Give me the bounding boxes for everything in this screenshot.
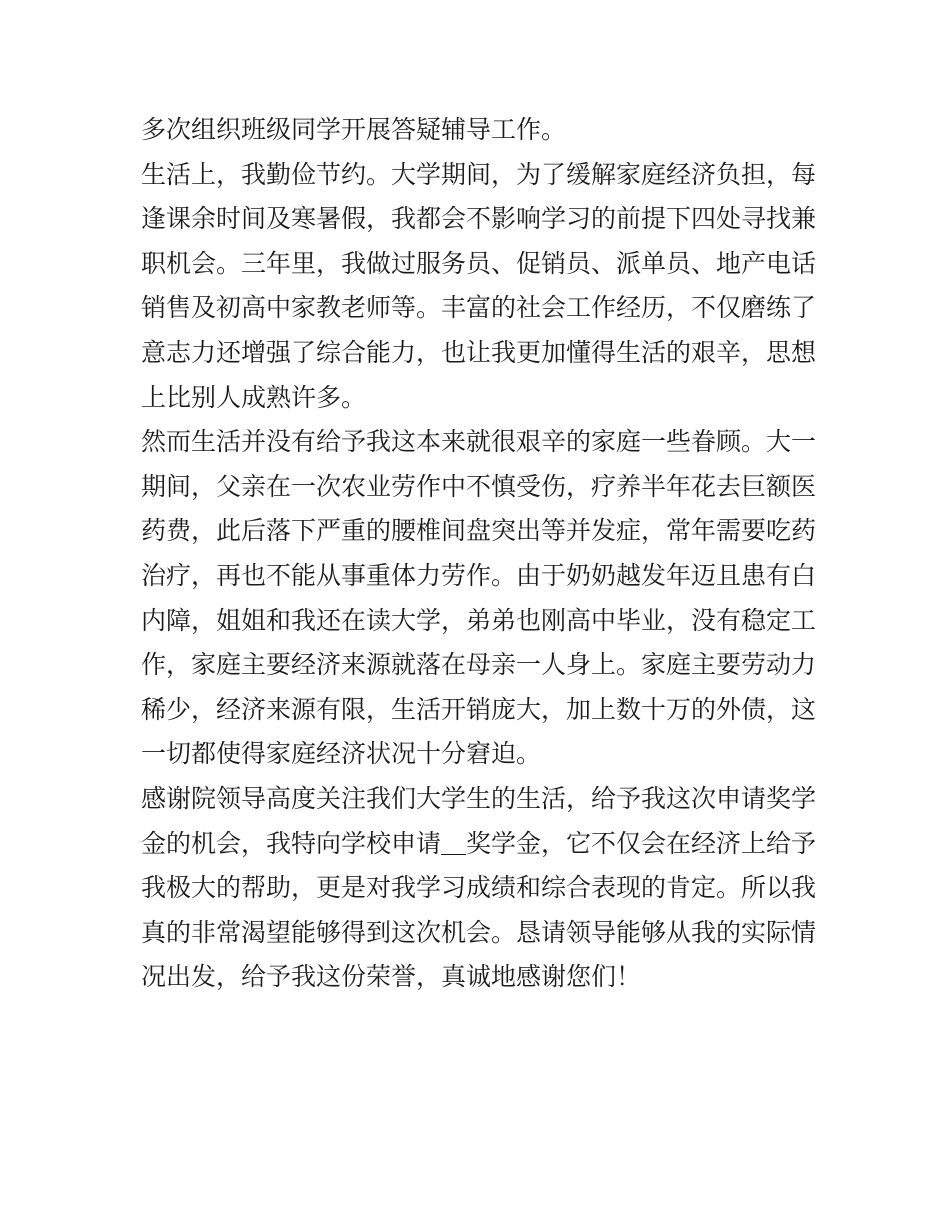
text-line: 治疗，再也不能从事重体力劳作。由于奶奶越发年迈且患有白 — [141, 560, 817, 590]
text-line: 感谢院领导高度关注我们大学生的生活，给予我这次申请奖学 — [141, 783, 817, 813]
text-line: 生活上，我勤俭节约。大学期间，为了缓解家庭经济负担，每 — [141, 159, 817, 189]
text-line: 职机会。三年里，我做过服务员、促销员、派单员、地产电话 — [141, 248, 817, 278]
paragraph-3 — [141, 420, 817, 777]
text-line: 金的机会，我特向学校申请＿奖学金，它不仅会在经济上给予 — [141, 828, 817, 858]
text-line: 意志力还增强了综合能力，也让我更加懂得生活的艰辛，思想 — [141, 337, 817, 367]
paragraph-2 — [141, 153, 817, 421]
text-line: 作，家庭主要经济来源就落在母亲一人身上。家庭主要劳动力 — [141, 650, 817, 680]
text-line: 我极大的帮助，更是对我学习成绩和综合表现的肯定。所以我 — [141, 873, 817, 903]
text-line: 稀少，经济来源有限，生活开销庞大，加上数十万的外债，这 — [141, 694, 817, 724]
text-line: 上比别人成熟许多。 — [141, 382, 367, 412]
text-line: 一切都使得家庭经济状况十分窘迫。 — [141, 739, 542, 769]
text-line: 多次组织班级同学开展答疑辅导工作。 — [141, 115, 567, 144]
text-line: 逢课余时间及寒暑假，我都会不影响学习的前提下四处寻找兼 — [141, 204, 817, 234]
text-line: 内障，姐姐和我还在读大学，弟弟也刚高中毕业，没有稳定工 — [141, 605, 817, 635]
text-line: 期间，父亲在一次农业劳作中不慎受伤，疗养半年花去巨额医 — [141, 471, 817, 501]
text-line: 真的非常渴望能够得到这次机会。恳请领导能够从我的实际情 — [141, 917, 817, 947]
text-line: 药费，此后落下严重的腰椎间盘突出等并发症，常年需要吃药 — [141, 516, 817, 546]
document-body — [141, 108, 817, 1000]
text-line: 销售及初高中家教老师等。丰富的社会工作经历，不仅磨练了 — [141, 293, 817, 323]
text-line: 然而生活并没有给予我这本来就很艰辛的家庭一些眷顾。大一 — [141, 427, 817, 457]
paragraph-1 — [141, 108, 811, 153]
text-line: 况出发，给予我这份荣誉，真诚地感谢您们！ — [141, 962, 642, 992]
paragraph-4 — [141, 777, 817, 1000]
